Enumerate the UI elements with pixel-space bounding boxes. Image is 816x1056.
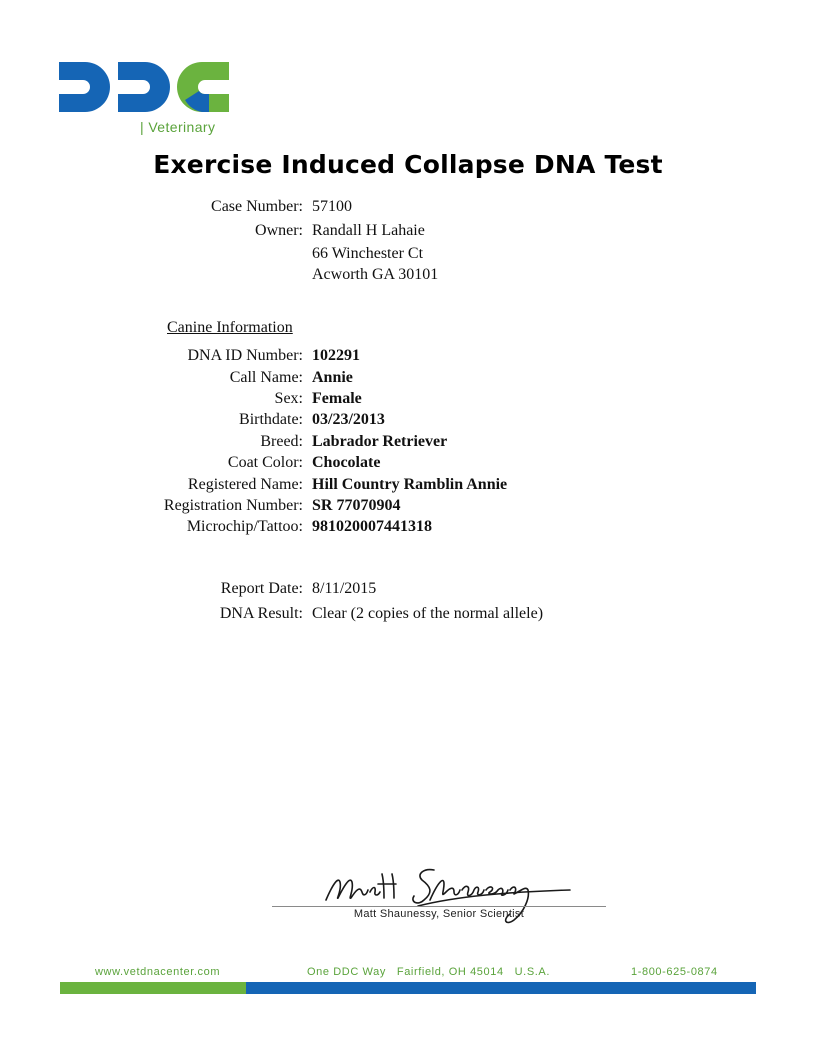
coat-color-value: Chocolate [312,454,381,471]
owner-address-row-1 [0,244,816,264]
owner-address-line-2: Acworth GA 30101 [312,266,439,283]
document-title: Exercise Induced Collapse DNA Test [153,150,663,179]
logo-subtitle: | Veterinary [140,119,216,135]
sex-label: Sex: [274,390,303,407]
handwritten-signature [318,862,580,934]
microchip-label: Microchip/Tattoo: [186,518,303,535]
breed-value: Labrador Retriever [312,433,448,450]
signature-line [272,906,606,907]
call-name-value: Annie [312,369,353,386]
dna-id-value: 102291 [312,347,360,364]
dna-result-value: Clear (2 copies of the normal allele) [312,605,544,622]
company-logo [59,60,234,140]
call-name-row [0,368,816,388]
owner-address-line-1: 66 Winchester Ct [312,245,424,262]
case-number-label: Case Number: [211,198,303,215]
owner-label: Owner: [255,222,303,239]
case-number-value: 57100 [312,198,352,215]
registration-number-label: Registration Number: [163,497,303,514]
footer-bar-blue [246,982,756,994]
case-number-row [0,197,816,217]
sex-row [0,389,816,409]
call-name-label: Call Name: [229,369,303,386]
owner-name: Randall H Lahaie [312,222,425,239]
report-date-value: 8/11/2015 [312,580,377,597]
owner-address-row-2 [0,265,816,285]
microchip-value: 981020007441318 [312,518,432,535]
footer-website: www.vetdnacenter.com [95,966,221,978]
report-date-row [0,579,816,599]
footer-phone: 1-800-625-0874 [631,966,718,978]
dna-id-row [0,346,816,366]
signer-name: Matt Shaunessy, Senior Scientist [353,908,525,920]
footer-bar-green [60,982,246,994]
dna-result-label: DNA Result: [219,605,303,622]
microchip-row [0,517,816,537]
registered-name-row [0,475,816,495]
dna-result-row [0,604,816,624]
coat-color-label: Coat Color: [227,454,303,471]
dna-id-label: DNA ID Number: [187,347,303,364]
sex-value: Female [312,390,362,407]
ddc-logo-mark [59,60,234,116]
birthdate-label: Birthdate: [239,411,303,428]
registered-name-value: Hill Country Ramblin Annie [312,476,508,493]
birthdate-row [0,410,816,430]
breed-row [0,432,816,452]
owner-row [0,221,816,241]
birthdate-value: 03/23/2013 [312,411,385,428]
registration-number-row [0,496,816,516]
registered-name-label: Registered Name: [187,476,303,493]
report-date-label: Report Date: [220,580,303,597]
registration-number-value: SR 77070904 [312,497,401,514]
canine-information-heading: Canine Information [167,319,293,336]
breed-label: Breed: [260,433,303,450]
footer-address: One DDC Way Fairfield, OH 45014 U.S.A. [307,966,551,978]
coat-color-row [0,453,816,473]
